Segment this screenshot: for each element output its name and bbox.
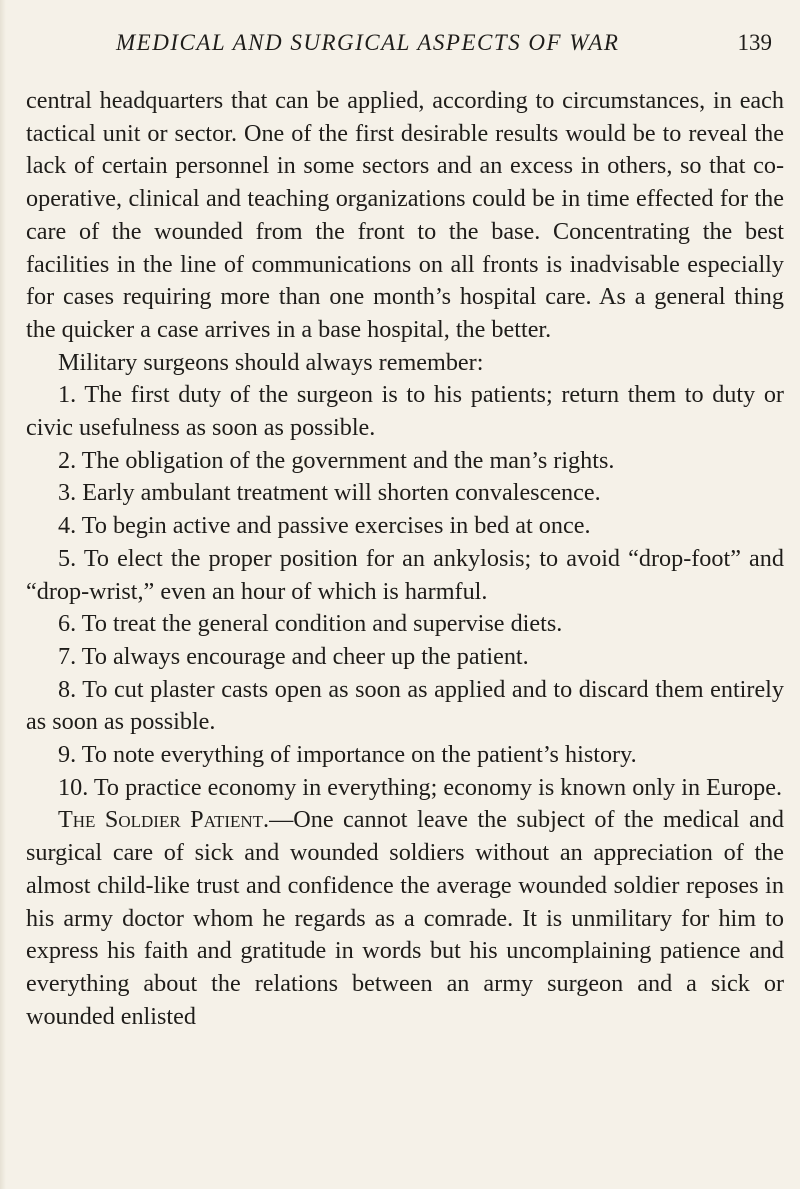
list-item: 3. Early ambulant treatment will shorten convalescence. — [58, 479, 601, 507]
running-head — [0, 30, 800, 60]
section-heading: The Soldier Patient. — [58, 806, 270, 834]
list-intro: Military surgeons should always remember: — [58, 348, 484, 376]
opening-paragraph: central headquarters that can be applied, according to circumstances, in each tactical unit or sector. One of the first desirable results would be to reveal the lack of certain personnel in some sectors and an excess in others, so that co-operative, clinical and teaching organizations could be in time effected for the care of the wounded from the front to the base. Concentrating the best facilities in the line of communications on all fronts is inadvisable especially for cases requiring more than one month’s hospital care. As a general thing the quicker a case arrives in a base hospital, the better. — [26, 87, 784, 343]
page-body — [26, 85, 784, 1033]
list-item: 2. The obligation of the government and the man’s rights. — [58, 446, 615, 474]
list-item: 10. To practice economy in everything; economy is known only in Europe. — [58, 773, 782, 801]
page-edge — [0, 0, 6, 1189]
list-item: 1. The first duty of the surgeon is to his patients; return them to duty or civic usefulness as soon as possible. — [26, 381, 784, 442]
list-item: 7. To always encourage and cheer up the patient. — [58, 642, 529, 670]
list-item: 9. To note everything of importance on the patient’s history. — [58, 741, 637, 769]
section-paragraph — [26, 804, 784, 1033]
page-number: 139 — [737, 30, 772, 55]
running-title: MEDICAL AND SURGICAL ASPECTS OF WAR — [116, 30, 620, 55]
list-item: 6. To treat the general condition and supervise diets. — [58, 610, 563, 638]
list-item: 8. To cut plaster casts open as soon as applied and to discard them entirely as soon as possible. — [26, 675, 784, 736]
list-item: 5. To elect the proper position for an ankylosis; to avoid “drop-foot” and “drop-wrist,” even an hour of which is harmful. — [26, 544, 784, 605]
list-item: 4. To begin active and passive exercises in bed at once. — [58, 512, 591, 540]
section-text: —One cannot leave the subject of the medical and surgical care of sick and wounded soldiers without an appreciation of the almost child-like trust and confidence the average wounded soldier reposes in his army doctor whom he regards as a comrade. It is unmilitary for him to express his faith and gratitude in words but his uncomplaining patience and everything about the relations between an army surgeon and a sick or wounded enlisted — [26, 806, 784, 1030]
